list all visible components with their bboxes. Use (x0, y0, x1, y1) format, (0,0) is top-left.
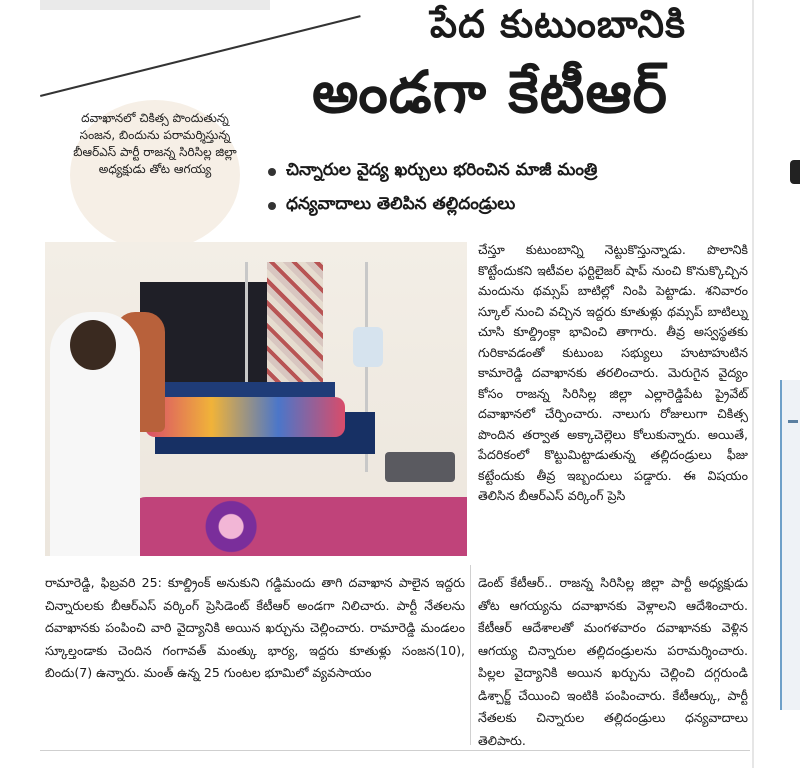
adjacent-page-box (780, 380, 800, 710)
bullet-text: చిన్నారుల వైద్య ఖర్చులు భరించిన మాజీ మంత్రి (286, 160, 598, 180)
column-divider (470, 565, 471, 745)
photo-caption: దవాఖానలో చికిత్స పొందుతున్న సంజన, బిందును పరామర్శిస్తున్న బీఆర్ఎస్ పార్టీ రాజన్న సిరిసిల్ల జిల్లా అధ్యక్షుడు తోట ఆగయ్య (70, 100, 240, 250)
headline-line2: అండగా కేటీఆర్ (311, 58, 669, 126)
article-column-bottom-left (45, 572, 465, 685)
subheadline-bullets (268, 160, 738, 228)
article-text: రామారెడ్డి, ఫిబ్రవరి 25: కూల్డ్రింక్ అనుకుని గడ్డిమందు తాగి దవాఖాన పాలైన ఇద్దరు చిన్నారులకు బీఆర్ఎస్ వర్కింగ్ ప్రెసిడెంట్ కేటీఆర్ అండగా నిలిచారు. పార్టీ నేతలను దవాఖానకు పంపించి వారి వైద్యానికి అయిన ఖర్చును చెల్లించారు. రామారెడ్డి మండలం స్కూల్తండాకు చెందిన గంగావత్ మంత్కు భార్య, ఇద్దరు కూతుళ్లు సంజన(10), బిందు(7) ఉన్నారు. మంత్ ఉన్న 25 గుంటల భూమిలో వ్యవసాయం (45, 575, 465, 680)
top-strip (40, 0, 270, 10)
bullet-dot-icon (268, 168, 276, 176)
article-text: చేస్తూ కుటుంబాన్ని నెట్టుకొస్తున్నాడు. పొలానికి కొట్టేందుకని ఇటీవల ఫర్టిలైజర్ షాప్ నుంచి కొనుక్కొచ్చిన మందును థమ్సప్ బాటిల్లో నింపి పెట్టాడు. శనివారం స్కూల్ నుంచి వచ్చిన ఇద్దరు కూతుళ్లు థమ్సప్ బాటిల్ను చూసి కూల్డ్రింక్గా భావించి తాగారు. తీవ్ర అస్వస్థతకు గురికావడంతో కుటుంబ సభ్యులు హుటాహుటిన కామారెడ్డి దవాఖానకు తరలించారు. మెరుగైన వైద్యం కోసం రాజన్న సిరిసిల్ల జిల్లా ఎల్లారెడ్డిపేట ప్రైవేట్ దవాఖానలో చేర్పించారు. నాలుగు రోజులుగా చికిత్స పొందిన తర్వాత అక్కాచెల్లెలు కోలుకున్నారు. అయితే, పేదరికంలో కొట్టుమిట్టాడుతున్న తల్లిదండ్రులు ఫీజు కట్టేందుకు తీవ్ర ఇబ్బందులు పడ్డారు. ఈ విషయం తెలిసిన బీఆర్ఎస్ వర్కింగ్ ప్రెసి (478, 242, 748, 503)
news-photo (45, 242, 467, 556)
article-column-bottom-right (478, 572, 748, 752)
article-text: డెంట్ కేటీఆర్.. రాజన్న సిరిసిల్ల జిల్లా పార్టీ అధ్యక్షుడు తోట ఆగయ్యను దవాఖానకు వెళ్లాలని ఆదేశించారు. కేటీఆర్ ఆదేశాలతో మంగళవారం దవాఖానకు వెళ్లిన ఆగయ్య చిన్నారుల తల్లిదండ్రులను పరామర్శించారు. పిల్లల వైద్యానికి అయిన ఖర్చును చెల్లించి దగ్గరుండి డిశ్చార్జ్ చేయించి ఇంటికి పంపించారు. కేటీఆర్కు, పార్టీ నేతలకు చిన్నారుల తల్లిదండ్రులు ధన్యవాదాలు తెలిపారు. (478, 575, 748, 748)
article-column-right (478, 240, 748, 507)
bullet-item (268, 194, 738, 218)
bullet-text: ధన్యవాదాలు తెలిపిన తల్లిదండ్రులు (286, 194, 516, 214)
bottom-rule (40, 750, 750, 751)
bullet-item (268, 160, 738, 184)
bullet-dot-icon (268, 202, 276, 210)
headline-line1: పేద కుటుంబానికి (430, 2, 686, 46)
adjacent-page-mark (790, 160, 800, 184)
